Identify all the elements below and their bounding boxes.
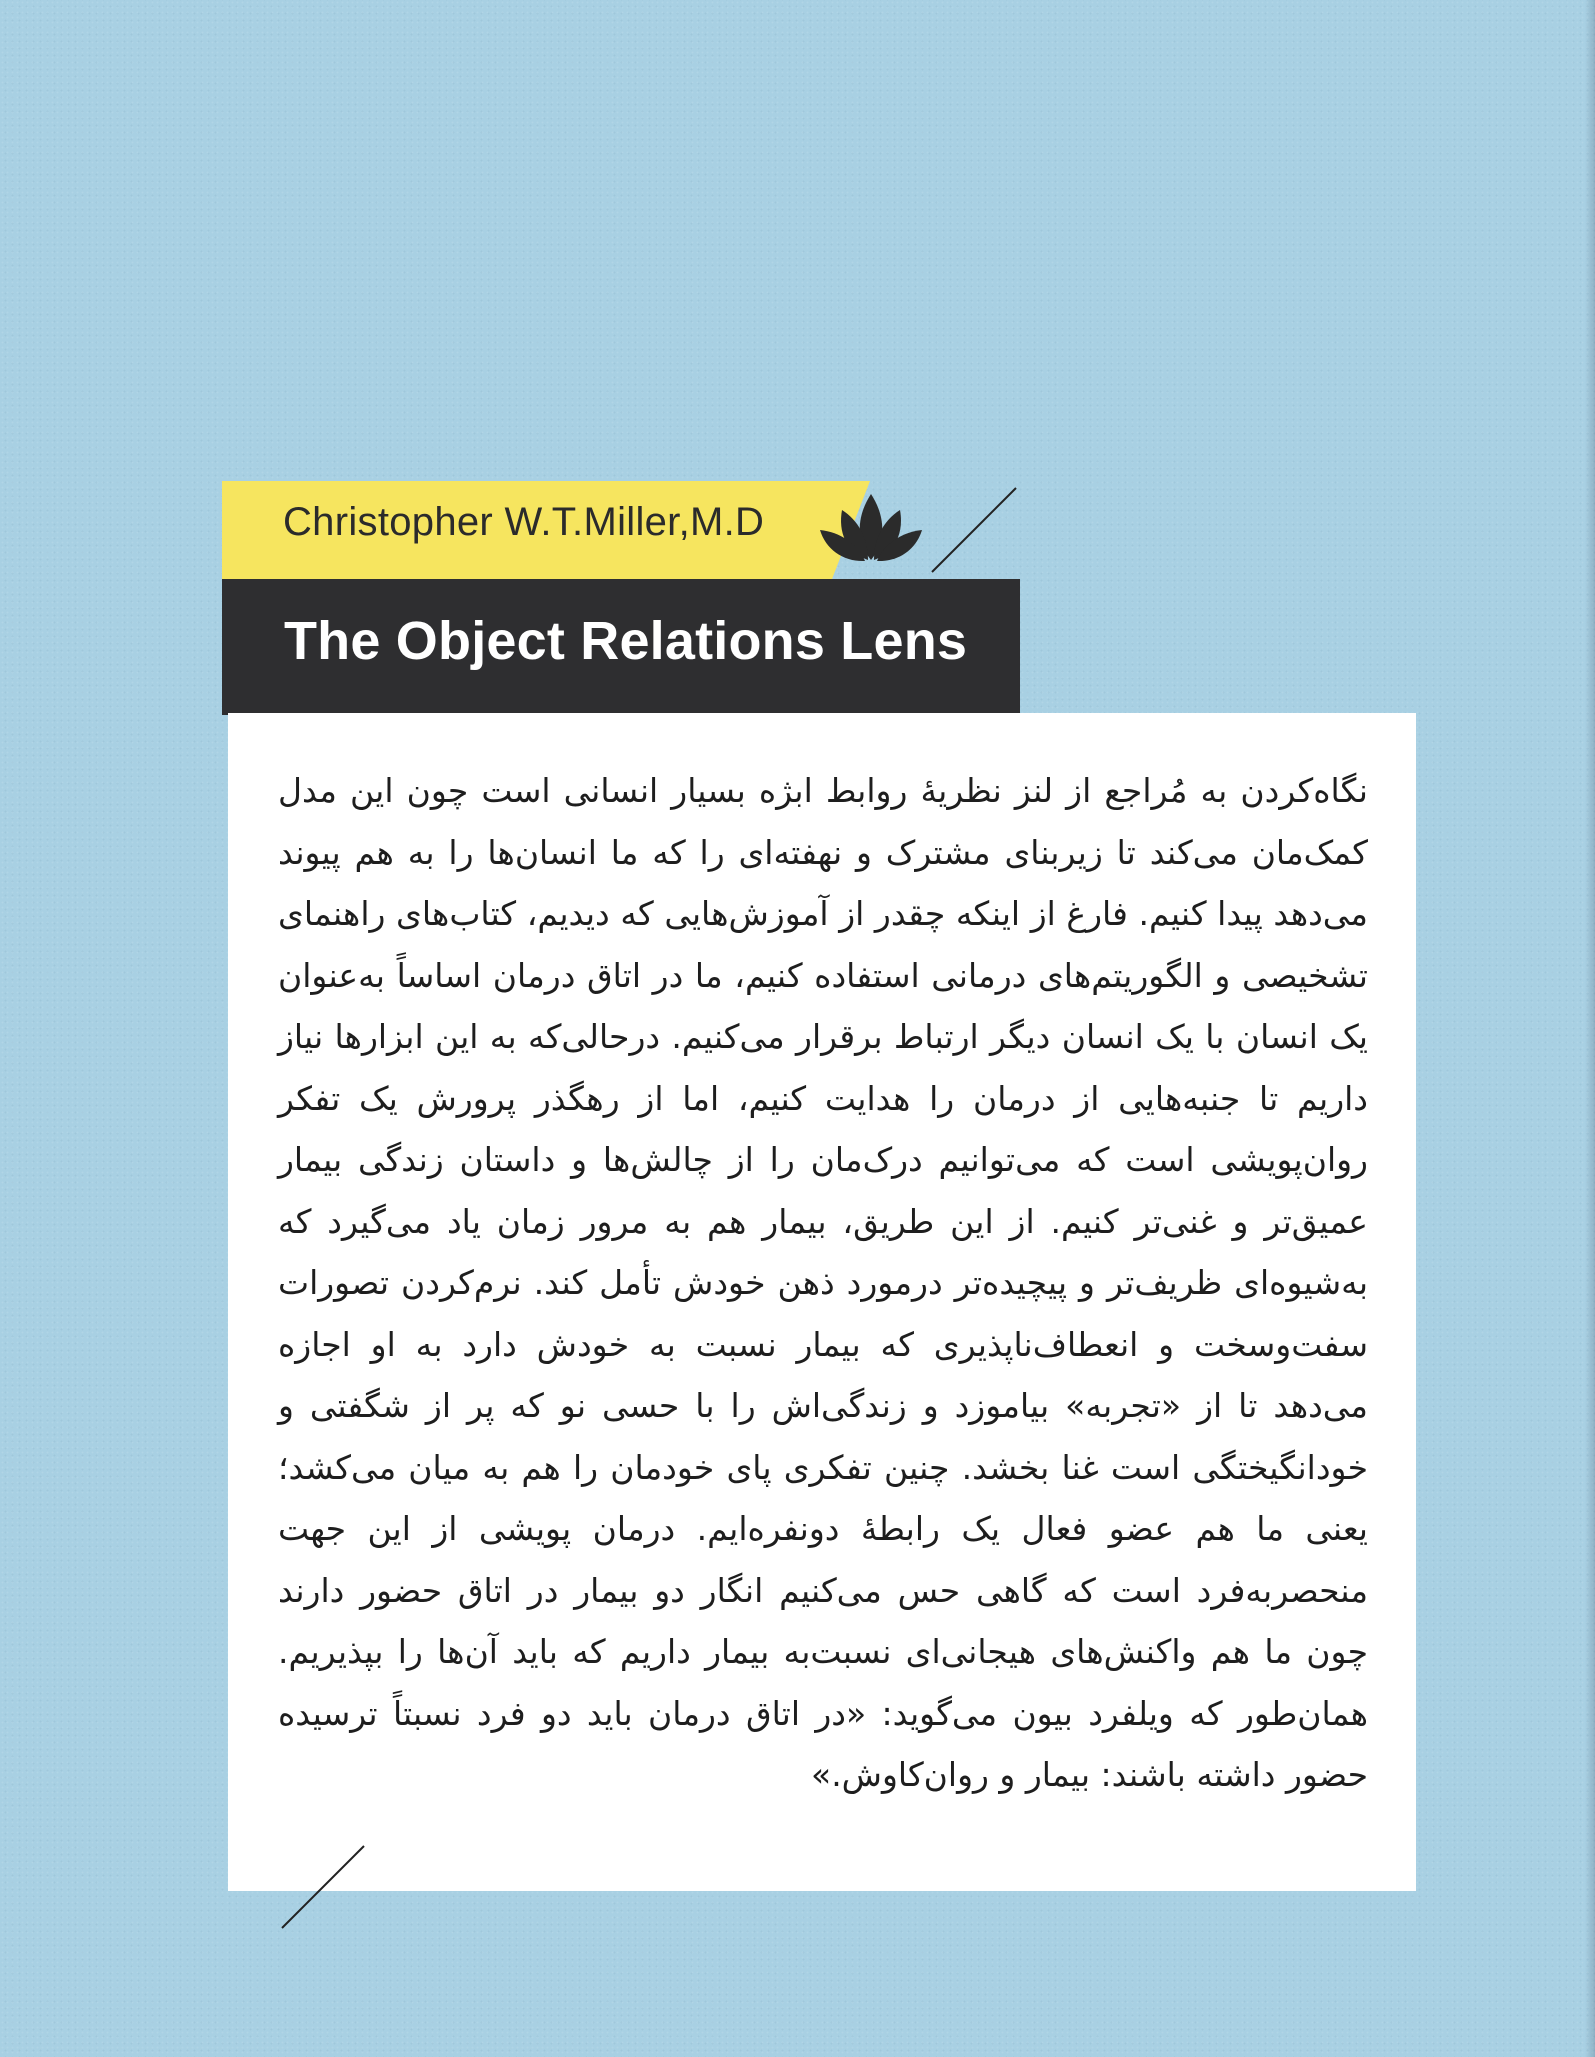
lotus-icon [816, 472, 926, 572]
book-title: The Object Relations Lens [284, 611, 968, 671]
cover-edge-shadow [1585, 0, 1595, 2057]
blurb-text: نگاه‌کردن به مُراجع از لنز نظریهٔ روابط ابژه بسیار انسانی است چون این مدل کمک‌مان می‌کند تا زیربنای مشترک و نهفته‌ای را که ما انسان‌ها را به هم پیوند می‌دهد پیدا کنیم. فارغ از اینکه چقدر از آموزش‌هایی که دیدیم، کتاب‌های راهنمای تشخیصی و الگوریتم‌های درمانی استفاده کنیم، ما در اتاق درمان اساساً به‌عنوان یک انسان با یک انسان دیگر ارتباط برقرار می‌کنیم. درحالی‌که به این ابزارها نیاز داریم تا جنبه‌هایی از درمان را هدایت کنیم، اما از رهگذر پرورش یک تفکر روان‌پویشی است که می‌توانیم درک‌مان را از چالش‌ها و داستان زندگی بیمار عمیق‌تر و غنی‌تر کنیم. از این طریق، بیمار هم به مرور زمان یاد می‌گیرد که به‌شیوه‌ای ظریف‌تر و پیچیده‌تر درمورد ذهن خودش تأمل کند. نرم‌کردن تصورات سفت‌وسخت و انعطاف‌ناپذیری که بیمار نسبت به خودش دارد به او اجازه می‌دهد تا از «تجربه» بیاموزد و زندگی‌اش را با حسی نو که پر از شگفتی و خودانگیختگی است غنا بخشد. چنین تفکری پای خودمان را هم به میان می‌کشد؛ یعنی ما هم عضو فعال یک رابطهٔ دونفره‌ایم. درمان پویشی از این جهت منحصربه‌فرد است که گاهی حس می‌کنیم انگار دو بیمار در اتاق حضور دارند چون ما هم واکنش‌های هیجانی‌ای نسبت‌به بیمار داریم که باید آن‌ها را بپذیریم. همان‌طور که ویلفرد بیون می‌گوید: «در اتاق درمان باید دو فرد نسبتاً ترسیده حضور داشته باشند: بیمار و روان‌کاوش.» [278, 771, 1368, 1794]
decorative-slash-bottom [280, 1844, 366, 1930]
author-name: Christopher W.T.Miller,M.D [283, 500, 765, 544]
decorative-slash-top [930, 486, 1018, 574]
